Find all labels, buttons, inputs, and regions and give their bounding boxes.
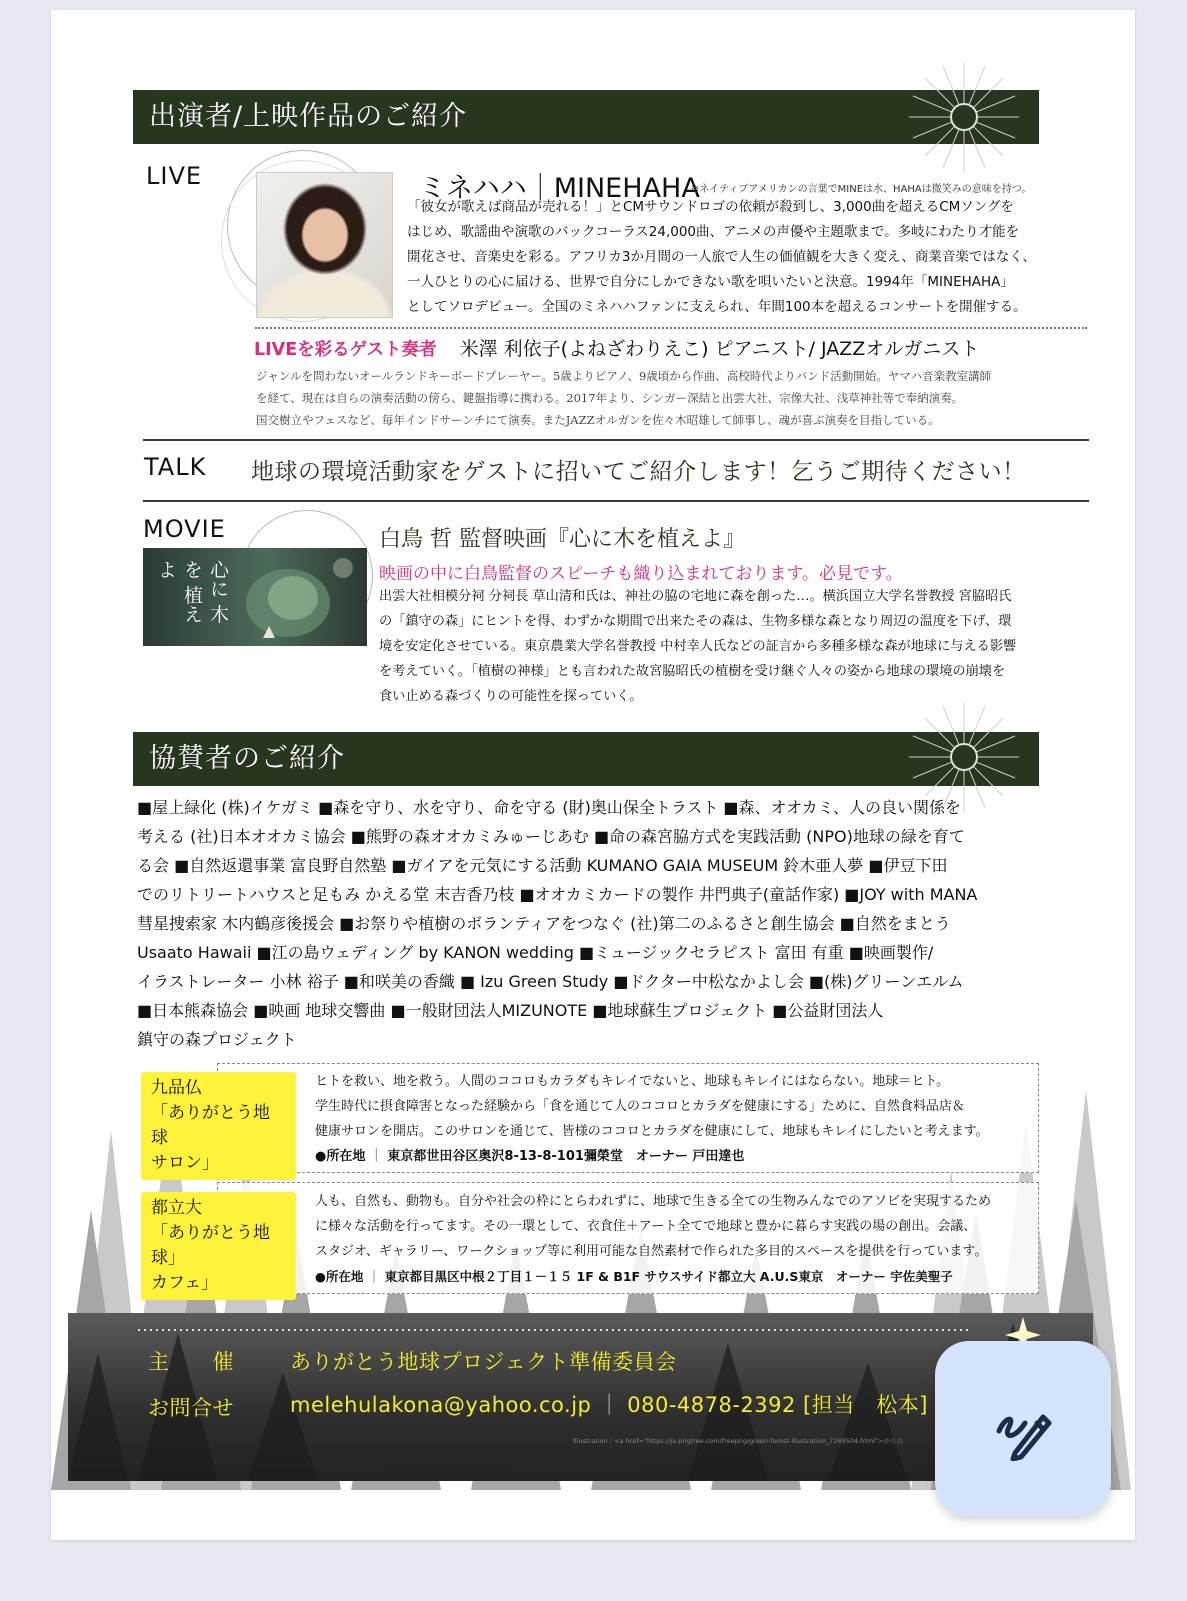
sponsor-line: ■日本熊森協会 ■映画 地球交響曲 ■一般財団法人MIZUNOTE ■地球蘇生プロジェクト ■公益財団法人: [137, 1001, 884, 1020]
contact-email[interactable]: melehulakona@yahoo.co.jp: [290, 1393, 592, 1417]
address-text: 東京都目黒区中根２丁目１－１５ 1F & B1F サウスサイド都立大 A.U.S東京 オーナー 宇佐美聖子: [384, 1269, 953, 1284]
text-line: 人も、自然も、動物も。自分や社会の枠にとらわれずに、地球で生きる全ての生物みんなでのアソビを実現するため: [315, 1194, 992, 1209]
poster-text-1: 心に: [207, 560, 229, 598]
guest-heading: [254, 334, 979, 361]
text-line: 出雲大社相模分祠 分祠長 草山清和氏は、神社の脇の宅地に森を創った…。横浜国立大学名誉教授 宮脇昭氏: [379, 589, 1012, 604]
contact-label: お問合せ: [148, 1396, 234, 1420]
text-line: を考えていく。「植樹の神様」とも言われた故宮脇昭氏の植樹を受け継ぐ人々の姿から地球の環境の崩壊を: [379, 664, 1006, 679]
label-line: 九品仏: [151, 1078, 202, 1098]
movie-title: 白鳥 哲 監督映画『心に木を植えよ』: [379, 527, 745, 552]
text-line: ヒトを救い、地を救う。人間のココロもカラダもキレイでないと、地球もキレイにはならない。地球＝ヒト。: [315, 1074, 950, 1089]
sponsor-line: ■屋上緑化 (株)イケガミ ■森を守り、水を守り、命を守る (財)奥山保全トラスト ■森、オオカミ、人の良い関係を: [137, 798, 961, 817]
label-line: カフェ」: [151, 1273, 219, 1293]
flyer-page: [51, 10, 1135, 1540]
text-line: 「彼女が歌えば商品が売れる！」とCMサウンドロゴの依頼が殺到し、3,000曲を超えるCMソングを: [407, 199, 1015, 215]
sponsor-line: 彗星捜索家 木内鶴彦後援会 ■お祭りや植樹のボランティアをつなぐ (社)第二のふるさと創生協会 ■自然をまとう: [137, 914, 951, 933]
separator: ｜: [598, 1393, 621, 1417]
text-line: の「鎮守の森」にヒントを得、わずかな期間で出来たその森は、生物多様な森となり周辺の温度を下げ、環: [379, 614, 1012, 629]
separator: ｜: [365, 1149, 388, 1164]
shop2-address: [315, 1264, 1075, 1289]
poster-text-2: 木を: [181, 560, 229, 624]
poster-text-3: 植えよ: [155, 560, 203, 624]
edit-fab-button[interactable]: [935, 1341, 1111, 1516]
text-line: 境を安定化させている。東京農業大学名誉教授 中村幸人氏などの証言から多種多様な森が地球に与える影響: [379, 639, 1017, 654]
contact-line: [290, 1389, 928, 1419]
sponsor-line: でのリトリートハウスと足もみ かえる堂 末吉香乃枝 ■オオカミカードの製作 井門典子(童話作家) ■JOY with MANA: [137, 885, 978, 904]
section-divider: [143, 439, 1089, 441]
movie-poster: [143, 548, 367, 646]
label-line: 都立大: [151, 1198, 202, 1218]
shop1-text: [315, 1069, 1065, 1169]
text-line: スタジオ、ギャラリー、ワークショップ等に利用可能な自然素材で作られた多目的スペースを提供を行っています。: [315, 1244, 988, 1259]
movie-label: MOVIE: [143, 515, 226, 543]
address-label: ●所在地: [315, 1269, 364, 1284]
shop1-label: [141, 1072, 296, 1180]
sponsor-line: Usaato Hawaii ■江の島ウェディング by KANON wedding ■ミュージックセラピスト 富田 有重 ■映画製作/: [137, 943, 934, 962]
live-artist-note: ※ネイティブアメリカンの言葉でMINEは水、HAHAは微笑みの意味を持つ。: [691, 184, 1032, 195]
illustration-credit: Illustration｜<a href="https://ja.pngtree.com/freepng/green-forest-illustration_7269504.html">からの: [573, 1437, 903, 1445]
separator: ｜: [363, 1269, 385, 1284]
label-line: 「ありがとう地球: [151, 1103, 270, 1148]
sponsor-line: イラストレーター 小林 裕子 ■和咲美の香織 ■ Izu Green Study ■ドクター中松なかよし会 ■(株)グリーンエルム: [137, 972, 964, 991]
address-text: 東京都世田谷区奥沢8-13-8-101彌榮堂 オーナー 戸田達也: [387, 1149, 745, 1164]
text-line: 開花させ、音楽史を彩る。アフリカ3か月間の一人旅で人生の価値観を大きく変え、商業音楽ではなく、: [407, 249, 1037, 265]
contact-phone: 080-4878-2392 [担当 松本]: [627, 1393, 928, 1417]
sponsor-list: [137, 793, 1077, 1054]
text-line: を経て、現在は自らの演奏活動の傍ら、鍵盤指導に携わる。2017年より、シンガー深結と出雲大社、宗像大社、浅草神社等で奉納演奏。: [256, 391, 964, 405]
guest-label: LIVEを彩るゲスト奏者: [254, 340, 437, 360]
text-line: 学生時代に摂食障害となった経験から「食を通じて人のココロとカラダを健康にする」ために、自然食料品店＆: [315, 1099, 965, 1114]
text-line: 健康サロンを開店。このサロンを通じて、皆様のココロとカラダを健康にして、地球もキレイにしたいと考えます。: [315, 1124, 989, 1139]
sponsor-line: る会 ■自然返還事業 富良野自然塾 ■ガイアを元気にする活動 KUMANO GAIA MUSEUM 鈴木亜人夢 ■伊豆下田: [137, 856, 948, 875]
section-header-sponsors: 協賛者のご紹介: [133, 732, 1039, 786]
guest-name: 米澤 利依子(よねざわりえこ) ピアニスト/ JAZZオルガニスト: [459, 338, 980, 360]
guest-description: [256, 365, 1086, 431]
live-description: [407, 195, 1097, 320]
address-label: ●所在地: [315, 1149, 366, 1164]
host-name: ありがとう地球プロジェクト準備委員会: [290, 1350, 677, 1374]
host-label: 主 催: [148, 1350, 234, 1374]
movie-subtitle: 映画の中に白鳥監督のスピーチも織り込まれております。必見です。: [379, 564, 903, 584]
shop2-label: [141, 1192, 296, 1300]
sponsor-line: 考える (社)日本オオカミ協会 ■熊野の森オオカミみゅーじあむ ■命の森宮脇方式を実践活動 (NPO)地球の緑を育て: [137, 827, 965, 846]
text-line: 国交樹立やフェスなど、毎年インドサーンチにて演奏。またJAZZオルガンを佐々木昭雄して師事し、魂が喜ぶ演奏を目指している。: [256, 413, 940, 427]
live-label: LIVE: [146, 162, 203, 190]
section-divider: [143, 500, 1089, 502]
talk-text: 地球の環境活動家をゲストに招いてご紹介します！乞うご期待ください！: [251, 459, 1026, 485]
sponsor-line: 鎮守の森プロジェクト: [137, 1030, 297, 1049]
text-line: 食い止める森づくりの可能性を探っていく。: [379, 689, 643, 704]
section-header-performers: 出演者/上映作品のご紹介: [133, 90, 1039, 144]
edit-pen-icon: [991, 1397, 1055, 1461]
label-line: サロン」: [151, 1153, 219, 1173]
talk-label: TALK: [144, 453, 207, 481]
text-line: はじめ、歌謡曲や演歌のバックコーラス24,000曲、アニメの声優や主題歌まで。多岐にわたり才能を: [407, 224, 1020, 240]
live-artist-title: ミネハハ｜MINEHAHA: [419, 173, 700, 204]
label-line: 「ありがとう地球」: [151, 1223, 270, 1268]
shop1-address: [315, 1144, 1065, 1169]
sunburst-decoration: [909, 62, 1019, 172]
text-line: に様々な活動を行ってます。その一環として、衣食住＋アート全てで地球と豊かに暮らす実践の場の創出。会議、: [315, 1219, 977, 1234]
poster-text: [153, 560, 231, 640]
text-line: としてソロデビュー。全国のミネハハファンに支えられ、年間100本を超えるコンサートを開催する。: [407, 299, 1027, 315]
shop2-text: [315, 1189, 1075, 1289]
minehaha-photo: [256, 172, 393, 318]
text-line: ジャンルを問わないオールランドキーボードプレーヤー。5歳よりピアノ、9歳頃から作曲、高校時代よりバンド活動開始。ヤマハ音楽教室講師: [256, 369, 992, 383]
movie-description: [379, 584, 1079, 709]
text-line: 一人ひとりの心に届ける、世界で自分にしかできない歌を唄いたいと決意。1994年「MINEHAHA」: [407, 274, 1014, 290]
dotted-divider: [255, 327, 1087, 329]
